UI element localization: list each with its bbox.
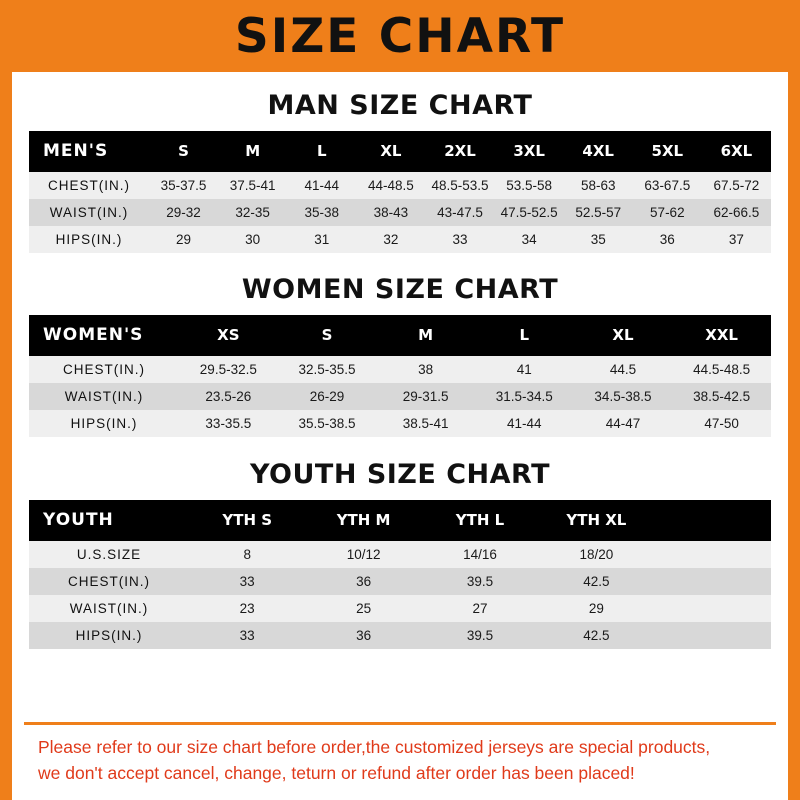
column-header: 4XL: [564, 131, 633, 172]
table-row: [29, 199, 771, 226]
cell: 31: [287, 226, 356, 253]
cell: 36: [305, 622, 421, 649]
cell: 53.5-58: [495, 172, 564, 199]
cell: 35: [564, 226, 633, 253]
cell: 42.5: [538, 622, 654, 649]
cell: 41-44: [475, 410, 574, 437]
cell: 23.5-26: [179, 383, 278, 410]
cell: 14/16: [422, 541, 538, 568]
column-header: S: [278, 315, 377, 356]
column-header: M: [218, 131, 287, 172]
row-label: HIPS(IN.): [29, 622, 189, 649]
cell: 48.5-53.5: [425, 172, 494, 199]
cell: 29: [149, 226, 218, 253]
column-header: YTH L: [422, 500, 538, 541]
cell: 44-48.5: [356, 172, 425, 199]
cell: 32: [356, 226, 425, 253]
cell: 42.5: [538, 568, 654, 595]
cell: 44.5: [574, 356, 673, 383]
cell: 38-43: [356, 199, 425, 226]
column-header: XL: [356, 131, 425, 172]
youth-section-title: YOUTH SIZE CHART: [249, 459, 551, 490]
cell: 38.5-42.5: [672, 383, 771, 410]
cell: 41: [475, 356, 574, 383]
cell: 33: [189, 568, 305, 595]
footer-line-2: we don't accept cancel, change, teturn or refund after order has been placed!: [38, 762, 635, 783]
cell: 35.5-38.5: [278, 410, 377, 437]
cell: 33-35.5: [179, 410, 278, 437]
footer-line-1: Please refer to our size chart before order,the customized jerseys are special products,: [38, 737, 711, 758]
column-header: XXL: [672, 315, 771, 356]
cell: 67.5-72: [702, 172, 771, 199]
cell: 32.5-35.5: [278, 356, 377, 383]
column-header: YOUTH: [29, 500, 189, 541]
column-header: S: [149, 131, 218, 172]
cell: 34: [495, 226, 564, 253]
table-header-row: [29, 131, 771, 172]
table-row: [29, 541, 771, 568]
cell: 31.5-34.5: [475, 383, 574, 410]
cell: 62-66.5: [702, 199, 771, 226]
cell: 25: [305, 595, 421, 622]
table-row: [29, 172, 771, 199]
column-header: WOMEN'S: [29, 315, 179, 356]
column-header: MEN'S: [29, 131, 149, 172]
chart-content: [12, 90, 788, 649]
page-title: SIZE CHART: [234, 8, 566, 64]
cell: 43-47.5: [425, 199, 494, 226]
cell: 32-35: [218, 199, 287, 226]
cell: 29.5-32.5: [179, 356, 278, 383]
cell: 63-67.5: [633, 172, 702, 199]
column-header: XL: [574, 315, 673, 356]
cell: 37.5-41: [218, 172, 287, 199]
column-header: 6XL: [702, 131, 771, 172]
footer-disclaimer: [24, 722, 776, 800]
cell: 58-63: [564, 172, 633, 199]
cell-spacer: [655, 595, 771, 622]
column-header: XS: [179, 315, 278, 356]
cell: 39.5: [422, 622, 538, 649]
cell-spacer: [655, 541, 771, 568]
cell: 8: [189, 541, 305, 568]
table-row: [29, 568, 771, 595]
cell: 35-38: [287, 199, 356, 226]
cell: 39.5: [422, 568, 538, 595]
cell: 27: [422, 595, 538, 622]
row-label: WAIST(IN.): [29, 595, 189, 622]
column-header: L: [475, 315, 574, 356]
table-row: [29, 622, 771, 649]
cell: 23: [189, 595, 305, 622]
women-section-title: WOMEN SIZE CHART: [241, 274, 559, 305]
page-banner: [0, 0, 800, 72]
table-row: [29, 383, 771, 410]
row-label: WAIST(IN.): [29, 383, 179, 410]
cell: 41-44: [287, 172, 356, 199]
cell: 33: [425, 226, 494, 253]
row-label: HIPS(IN.): [29, 226, 149, 253]
cell: 38: [376, 356, 475, 383]
cell: 36: [633, 226, 702, 253]
row-label: WAIST(IN.): [29, 199, 149, 226]
table-row: [29, 356, 771, 383]
column-header: M: [376, 315, 475, 356]
cell: 35-37.5: [149, 172, 218, 199]
cell: 30: [218, 226, 287, 253]
youth-size-table: [29, 500, 771, 649]
cell: 52.5-57: [564, 199, 633, 226]
table-row: [29, 595, 771, 622]
cell: 10/12: [305, 541, 421, 568]
cell: 37: [702, 226, 771, 253]
cell: 57-62: [633, 199, 702, 226]
cell: 18/20: [538, 541, 654, 568]
column-header: 3XL: [495, 131, 564, 172]
cell-spacer: [655, 568, 771, 595]
table-header-row: [29, 500, 771, 541]
cell: 36: [305, 568, 421, 595]
cell: 38.5-41: [376, 410, 475, 437]
row-label: CHEST(IN.): [29, 356, 179, 383]
column-header: 5XL: [633, 131, 702, 172]
man-size-table: [29, 131, 771, 253]
row-label: CHEST(IN.): [29, 172, 149, 199]
table-row: [29, 410, 771, 437]
column-header: 2XL: [425, 131, 494, 172]
women-size-table: [29, 315, 771, 437]
cell: 47.5-52.5: [495, 199, 564, 226]
cell: 29: [538, 595, 654, 622]
column-header: YTH XL: [538, 500, 654, 541]
column-header: YTH S: [189, 500, 305, 541]
cell: 26-29: [278, 383, 377, 410]
cell: 44.5-48.5: [672, 356, 771, 383]
cell: 47-50: [672, 410, 771, 437]
column-header: YTH M: [305, 500, 421, 541]
table-header-row: [29, 315, 771, 356]
row-label: CHEST(IN.): [29, 568, 189, 595]
table-row: [29, 226, 771, 253]
cell-spacer: [655, 622, 771, 649]
cell: 29-31.5: [376, 383, 475, 410]
cell: 44-47: [574, 410, 673, 437]
row-label: HIPS(IN.): [29, 410, 179, 437]
cell: 34.5-38.5: [574, 383, 673, 410]
cell: 29-32: [149, 199, 218, 226]
man-section-title: MAN SIZE CHART: [267, 90, 533, 121]
row-label: U.S.SIZE: [29, 541, 189, 568]
cell: 33: [189, 622, 305, 649]
column-header: L: [287, 131, 356, 172]
column-header-spacer: [655, 500, 771, 541]
